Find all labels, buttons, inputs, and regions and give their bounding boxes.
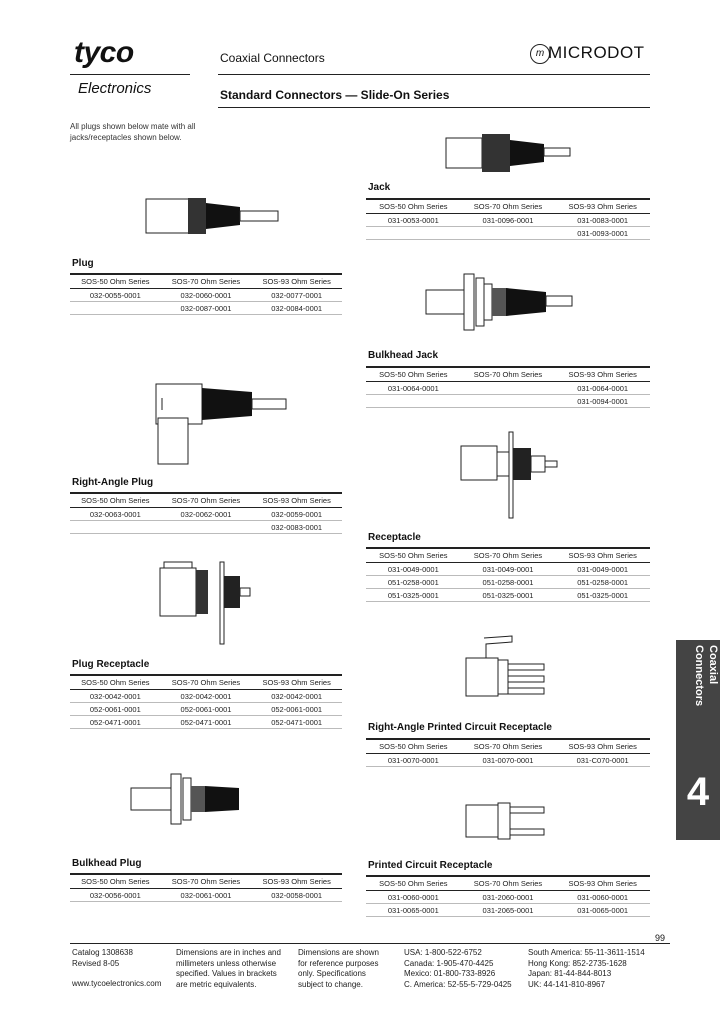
col-header: SOS-50 Ohm Series [366, 739, 461, 754]
logo-rule [70, 74, 190, 75]
plug-table [70, 273, 342, 315]
part-number: 052-0471-0001 [161, 716, 252, 729]
section-tab-number: 4 [686, 770, 710, 814]
part-number: 032-0083-0001 [251, 521, 342, 534]
col-header: SOS-50 Ohm Series [70, 274, 161, 289]
pc-receptacle-illustration [462, 795, 552, 855]
col-header: SOS-70 Ohm Series [161, 274, 252, 289]
part-number: 031-0064-0001 [555, 382, 650, 395]
col-header: SOS-70 Ohm Series [461, 367, 556, 382]
part-number [366, 395, 461, 408]
col-header: SOS-93 Ohm Series [251, 274, 342, 289]
receptacle-title: Receptacle [368, 532, 421, 543]
revised-date: Revised 8-05 [72, 958, 120, 968]
receptacle-table [366, 547, 650, 602]
footer-dimensions: Dimensions are in inches and millimeters unless otherwise specified. Values in brackets are metric equivalents. [176, 948, 281, 989]
part-number: 051-0258-0001 [461, 576, 556, 589]
part-number: 031-0065-0001 [366, 904, 461, 917]
pc-receptacle-title: Printed Circuit Receptacle [368, 860, 493, 871]
part-number: 032-0061-0001 [161, 889, 252, 902]
part-number: 032-0087-0001 [161, 302, 252, 315]
col-header: SOS-93 Ohm Series [251, 493, 342, 508]
col-header: SOS-93 Ohm Series [555, 199, 650, 214]
part-number: 051-0258-0001 [555, 576, 650, 589]
col-header: SOS-93 Ohm Series [555, 876, 650, 891]
footer-reference: Dimensions are shown for reference purposes only. Specifications subject to change. [298, 948, 379, 989]
part-number: 031-0070-0001 [366, 754, 461, 767]
part-number [70, 521, 161, 534]
bulkhead-jack-title: Bulkhead Jack [368, 350, 439, 361]
col-header: SOS-93 Ohm Series [251, 675, 342, 690]
part-number: 032-0042-0001 [161, 690, 252, 703]
part-number: 031-0064-0001 [366, 382, 461, 395]
part-number: 052-0471-0001 [70, 716, 161, 729]
part-number: 032-0060-0001 [161, 289, 252, 302]
plug-receptacle-table [70, 674, 342, 729]
right-angle-plug-table [70, 492, 342, 534]
part-number [461, 227, 556, 240]
ra-pc-receptacle-title: Right-Angle Printed Circuit Receptacle [368, 722, 552, 733]
col-header: SOS-70 Ohm Series [461, 739, 556, 754]
part-number: 031-0049-0001 [461, 563, 556, 576]
contact-line: USA: 1-800-522-6752 [404, 948, 482, 957]
section-tab-label: Coaxial Connectors [693, 645, 719, 707]
plug-receptacle-illustration [150, 550, 260, 650]
jack-table [366, 198, 650, 240]
page-title: Standard Connectors — Slide-On Series [220, 88, 450, 102]
part-number: 032-0055-0001 [70, 289, 161, 302]
microdot-logo-icon: m [530, 44, 550, 64]
col-header: SOS-70 Ohm Series [461, 548, 556, 563]
title-rule [218, 107, 650, 108]
plug-title: Plug [72, 258, 94, 269]
contact-line: C. America: 52-55-5-729-0425 [404, 979, 512, 989]
part-number: 032-0042-0001 [251, 690, 342, 703]
part-number: 031-0096-0001 [461, 214, 556, 227]
microdot-logo: MICRODOT [548, 43, 645, 62]
contact-line: Mexico: 01-800-733-8926 [404, 969, 496, 978]
receptacle-illustration [455, 428, 575, 523]
part-number: 031-0094-0001 [555, 395, 650, 408]
contact-line: Canada: 1-905-470-4425 [404, 958, 494, 968]
part-number: 052-0061-0001 [161, 703, 252, 716]
right-angle-plug-title: Right-Angle Plug [72, 477, 154, 488]
part-number [70, 302, 161, 315]
part-number: 032-0062-0001 [161, 508, 252, 521]
part-number: 032-0084-0001 [251, 302, 342, 315]
part-number: 031-0070-0001 [461, 754, 556, 767]
contact-line: Hong Kong: 852-2735-1628 [528, 958, 627, 968]
col-header: SOS-50 Ohm Series [366, 367, 461, 382]
part-number [161, 521, 252, 534]
col-header: SOS-50 Ohm Series [366, 876, 461, 891]
col-header: SOS-93 Ohm Series [555, 739, 650, 754]
catalog-number: Catalog 1308638 [72, 948, 133, 957]
bulkhead-plug-title: Bulkhead Plug [72, 858, 142, 869]
bulkhead-plug-table [70, 873, 342, 902]
footer-contacts-2 [528, 948, 668, 990]
col-header: SOS-50 Ohm Series [366, 199, 461, 214]
col-header: SOS-50 Ohm Series [70, 675, 161, 690]
col-header: SOS-93 Ohm Series [251, 874, 342, 889]
electronics-logo-text: Electronics [78, 80, 152, 97]
part-number: 031-2060-0001 [461, 891, 556, 904]
col-header: SOS-50 Ohm Series [70, 493, 161, 508]
jack-title: Jack [368, 182, 391, 193]
plug-receptacle-title: Plug Receptacle [72, 659, 150, 670]
col-header: SOS-70 Ohm Series [161, 874, 252, 889]
col-header: SOS-50 Ohm Series [366, 548, 461, 563]
part-number: 031-0065-0001 [555, 904, 650, 917]
bulkhead-plug-illustration [125, 768, 255, 833]
part-number: 032-0059-0001 [251, 508, 342, 521]
part-number: 052-0061-0001 [70, 703, 161, 716]
pc-receptacle-table [366, 875, 650, 917]
part-number: 032-0058-0001 [251, 889, 342, 902]
part-number: 031-0060-0001 [366, 891, 461, 904]
col-header: SOS-93 Ohm Series [555, 367, 650, 382]
mating-note: All plugs shown below mate with all jacks/receptacles shown below. [70, 122, 196, 142]
footer-rule [70, 943, 670, 944]
col-header: SOS-93 Ohm Series [555, 548, 650, 563]
part-number: 051-0258-0001 [366, 576, 461, 589]
col-header: SOS-70 Ohm Series [161, 493, 252, 508]
part-number: 032-0056-0001 [70, 889, 161, 902]
part-number: 051-0325-0001 [366, 589, 461, 602]
jack-illustration [440, 130, 580, 175]
part-number: 031-0053-0001 [366, 214, 461, 227]
col-header: SOS-70 Ohm Series [161, 675, 252, 690]
plug-illustration [140, 195, 290, 240]
page-number: 99 [655, 933, 666, 943]
part-number: 031-2065-0001 [461, 904, 556, 917]
right-angle-plug-illustration [148, 378, 298, 473]
part-number: 031-0083-0001 [555, 214, 650, 227]
part-number: 031-0049-0001 [366, 563, 461, 576]
col-header: SOS-70 Ohm Series [461, 199, 556, 214]
part-number: 031-C070-0001 [555, 754, 650, 767]
part-number [366, 227, 461, 240]
tyco-logo: tyco [74, 36, 134, 69]
header-rule [218, 74, 650, 75]
part-number: 031-0049-0001 [555, 563, 650, 576]
part-number: 052-0471-0001 [251, 716, 342, 729]
contact-line: Japan: 81-44-844-8013 [528, 969, 612, 978]
ra-pc-receptacle-illustration [462, 630, 552, 715]
part-number [461, 382, 556, 395]
part-number: 052-0061-0001 [251, 703, 342, 716]
part-number: 032-0042-0001 [70, 690, 161, 703]
contact-line: South America: 55-11-3611-1514 [528, 948, 645, 957]
col-header: SOS-70 Ohm Series [461, 876, 556, 891]
part-number: 032-0077-0001 [251, 289, 342, 302]
bulkhead-jack-table [366, 366, 650, 408]
col-header: SOS-50 Ohm Series [70, 874, 161, 889]
part-number: 051-0325-0001 [461, 589, 556, 602]
contact-line: UK: 44-141-810-8967 [528, 979, 605, 989]
ra-pc-receptacle-table [366, 738, 650, 767]
bulkhead-jack-illustration [420, 270, 580, 335]
part-number: 031-0060-0001 [555, 891, 650, 904]
footer-contacts-1 [404, 948, 524, 990]
category-title: Coaxial Connectors [220, 51, 325, 65]
part-number: 032-0063-0001 [70, 508, 161, 521]
part-number [461, 395, 556, 408]
part-number: 031-0093-0001 [555, 227, 650, 240]
footer-catalog-block [72, 948, 172, 990]
website-link[interactable]: www.tycoelectronics.com [72, 979, 162, 988]
part-number: 051-0325-0001 [555, 589, 650, 602]
